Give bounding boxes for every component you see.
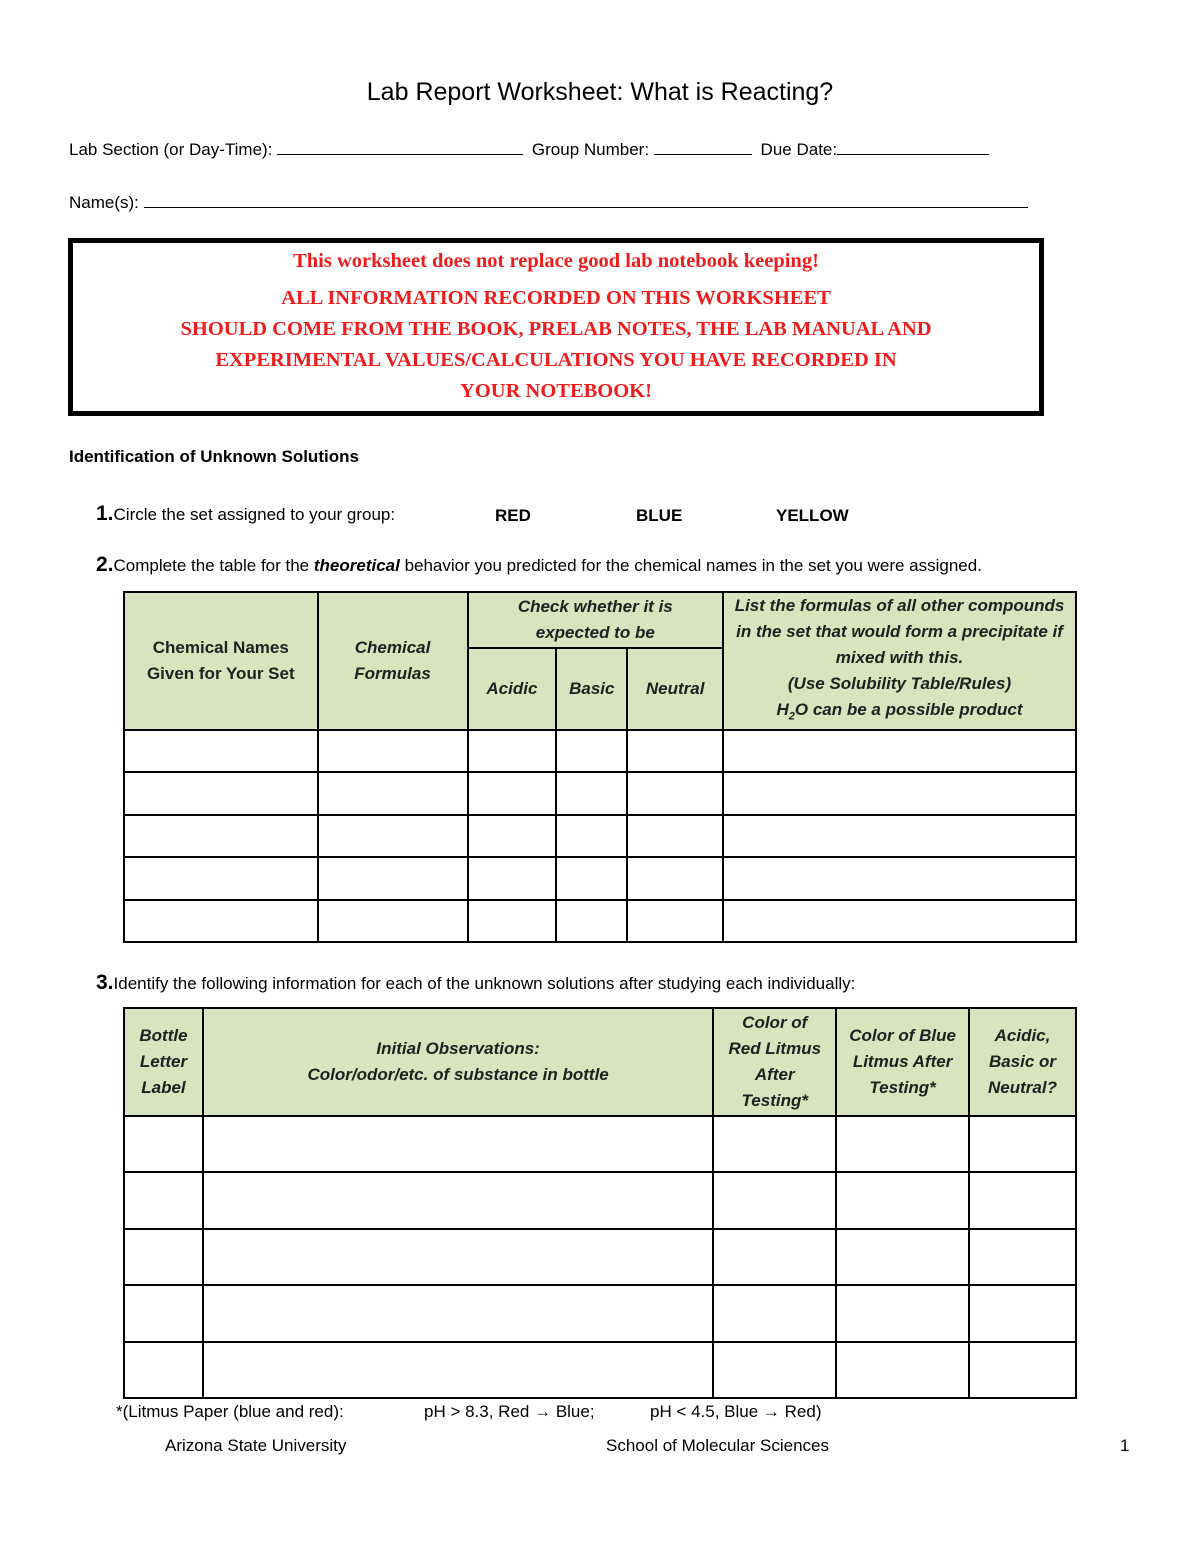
due-date-field[interactable]	[837, 140, 989, 155]
question-2-number: 2.	[96, 553, 114, 576]
table-cell[interactable]	[627, 900, 723, 942]
header-blue-litmus: Color of Blue Litmus After Testing*	[836, 1008, 969, 1116]
theoretical-behavior-table	[123, 591, 1077, 943]
table-cell[interactable]	[124, 1285, 203, 1342]
warning-line-5: YOUR NOTEBOOK!	[460, 380, 652, 402]
table-cell[interactable]	[318, 900, 468, 942]
table-row	[124, 730, 1076, 772]
question-3	[96, 971, 855, 995]
table-row	[124, 900, 1076, 942]
precipitate-water-h: H	[776, 700, 789, 719]
table-row	[124, 1116, 1076, 1172]
table-cell[interactable]	[556, 772, 627, 815]
lab-section-field[interactable]	[277, 140, 523, 155]
table-cell[interactable]	[969, 1285, 1076, 1342]
table-cell[interactable]	[468, 857, 557, 900]
table-cell[interactable]	[627, 730, 723, 772]
table-cell[interactable]	[124, 815, 318, 857]
header-check-expected: Check whether it is expected to be	[468, 592, 724, 648]
table-cell[interactable]	[124, 730, 318, 772]
observations-title: Initial Observations:	[376, 1039, 540, 1058]
table-cell[interactable]	[723, 730, 1076, 772]
option-blue[interactable]: BLUE	[636, 506, 683, 525]
table-cell[interactable]	[124, 857, 318, 900]
table-row	[124, 1342, 1076, 1398]
question-2-text-after: behavior you predicted for the chemical names in the set you were assigned.	[399, 556, 982, 575]
table-cell[interactable]	[203, 1229, 713, 1285]
table-cell[interactable]	[318, 772, 468, 815]
header-acidic-basic-neutral: Acidic, Basic or Neutral?	[969, 1008, 1076, 1116]
table-cell[interactable]	[203, 1116, 713, 1172]
question-3-text: Identify the following information for each of the unknown solutions after studying each individually:	[113, 974, 856, 993]
table-cell[interactable]	[723, 815, 1076, 857]
header-fields-row	[69, 140, 989, 160]
table-cell[interactable]	[124, 1342, 203, 1398]
question-2	[96, 553, 982, 577]
question-1-text: Circle the set assigned to your group:	[113, 505, 396, 524]
observations-subtitle: Color/odor/etc. of substance in bottle	[307, 1065, 609, 1084]
warning-line-1: This worksheet does not replace good lab notebook keeping!	[293, 250, 819, 272]
table-cell[interactable]	[124, 900, 318, 942]
table-cell[interactable]	[713, 1172, 836, 1229]
precipitate-water-rest: O can be a possible product	[794, 700, 1023, 719]
table-cell[interactable]	[124, 1229, 203, 1285]
table-cell[interactable]	[836, 1229, 969, 1285]
header-red-litmus: Color of Red Litmus After Testing*	[713, 1008, 836, 1116]
table-cell[interactable]	[318, 730, 468, 772]
table-cell[interactable]	[836, 1285, 969, 1342]
question-1	[96, 502, 395, 526]
warning-box	[68, 238, 1044, 416]
table-cell[interactable]	[468, 815, 557, 857]
footer-page-number: 1	[1120, 1436, 1130, 1455]
table-row	[124, 1285, 1076, 1342]
table-cell[interactable]	[723, 772, 1076, 815]
header-neutral: Neutral	[627, 648, 723, 731]
table-cell[interactable]	[969, 1229, 1076, 1285]
header-basic: Basic	[556, 648, 627, 731]
table-row	[124, 857, 1076, 900]
table-row	[124, 815, 1076, 857]
question-2-emphasis: theoretical	[313, 556, 400, 575]
table-cell[interactable]	[627, 815, 723, 857]
table-cell[interactable]	[556, 730, 627, 772]
table-cell[interactable]	[124, 1172, 203, 1229]
table-row	[124, 1172, 1076, 1229]
table-row	[124, 772, 1076, 815]
table-cell[interactable]	[969, 1342, 1076, 1398]
table-cell[interactable]	[468, 900, 557, 942]
table-row	[124, 1229, 1076, 1285]
table-cell[interactable]	[203, 1285, 713, 1342]
table-cell[interactable]	[203, 1342, 713, 1398]
option-yellow[interactable]: YELLOW	[776, 506, 849, 525]
warning-line-4: EXPERIMENTAL VALUES/CALCULATIONS YOU HAVE RECORDED IN	[215, 349, 897, 371]
group-number-field[interactable]	[654, 140, 752, 155]
table-cell[interactable]	[723, 857, 1076, 900]
table-cell[interactable]	[969, 1116, 1076, 1172]
table-cell[interactable]	[468, 730, 557, 772]
group-number-label: Group Number:	[531, 140, 650, 159]
names-label: Name(s):	[69, 193, 139, 212]
header-bottle-label: Bottle Letter Label	[124, 1008, 203, 1116]
question-3-number: 3.	[96, 971, 114, 994]
warning-line-2: ALL INFORMATION RECORDED ON THIS WORKSHEET	[281, 287, 831, 309]
header-chemical-formulas: Chemical Formulas	[318, 592, 468, 730]
table-cell[interactable]	[556, 815, 627, 857]
table-cell[interactable]	[556, 857, 627, 900]
section-heading: Identification of Unknown Solutions	[69, 447, 359, 466]
litmus-footnote-acidic: pH < 4.5, Blue → Red)	[650, 1402, 822, 1421]
option-red[interactable]: RED	[495, 506, 531, 525]
question-1-number: 1.	[96, 502, 114, 525]
precipitate-text: List the formulas of all other compounds in the set that would form a precipitate if mixed with this.	[734, 596, 1065, 667]
precipitate-water-sub: 2	[788, 710, 795, 723]
question-2-text-before: Complete the table for the	[113, 556, 314, 575]
due-date-label: Due Date:	[760, 140, 838, 159]
table-cell[interactable]	[969, 1172, 1076, 1229]
table-cell[interactable]	[124, 1116, 203, 1172]
warning-line-3: SHOULD COME FROM THE BOOK, PRELAB NOTES, THE LAB MANUAL AND	[180, 318, 932, 340]
names-field[interactable]	[144, 193, 1028, 208]
litmus-footnote-basic: pH > 8.3, Red → Blue;	[424, 1402, 595, 1421]
table-cell[interactable]	[713, 1116, 836, 1172]
header-chemical-names: Chemical Names Given for Your Set	[124, 592, 318, 730]
table-cell[interactable]	[836, 1116, 969, 1172]
table-cell[interactable]	[723, 900, 1076, 942]
table-cell[interactable]	[627, 857, 723, 900]
unknown-solutions-table	[123, 1007, 1077, 1399]
lab-section-label: Lab Section (or Day-Time):	[69, 140, 273, 159]
table-cell[interactable]	[318, 815, 468, 857]
table-cell[interactable]	[203, 1172, 713, 1229]
footer-school: School of Molecular Sciences	[606, 1436, 830, 1455]
table-cell[interactable]	[713, 1229, 836, 1285]
table-cell[interactable]	[124, 772, 318, 815]
precipitate-rule: (Use Solubility Table/Rules)	[787, 674, 1012, 693]
header-initial-observations	[203, 1008, 713, 1116]
table-cell[interactable]	[836, 1342, 969, 1398]
header-precipitate	[723, 592, 1076, 730]
table-cell[interactable]	[318, 857, 468, 900]
footer-university: Arizona State University	[165, 1436, 347, 1455]
header-acidic: Acidic	[468, 648, 557, 731]
page-title: Lab Report Worksheet: What is Reacting?	[366, 78, 834, 106]
table-cell[interactable]	[468, 772, 557, 815]
table-cell[interactable]	[836, 1172, 969, 1229]
table-cell[interactable]	[556, 900, 627, 942]
litmus-footnote-label: *(Litmus Paper (blue and red):	[116, 1402, 344, 1421]
table-cell[interactable]	[713, 1285, 836, 1342]
names-row	[69, 193, 1028, 213]
table-cell[interactable]	[713, 1342, 836, 1398]
table-cell[interactable]	[627, 772, 723, 815]
